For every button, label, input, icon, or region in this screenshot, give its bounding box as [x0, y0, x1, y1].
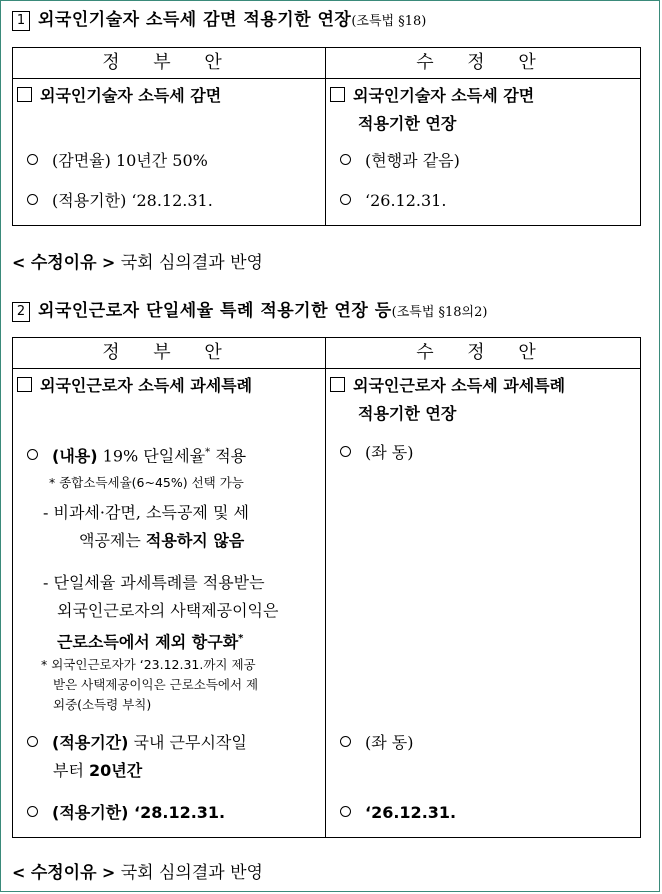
- section2-left-item-content: (내용) 19% 단일세율* 적용: [27, 441, 246, 468]
- section1-right-item-rate: (현행과 같음): [340, 149, 460, 173]
- circle-bullet-icon: [27, 194, 38, 205]
- circle-bullet-icon: [27, 154, 38, 165]
- circle-bullet-icon: [340, 446, 351, 457]
- section1-header-right: 수 정 안: [326, 48, 641, 79]
- checkbox-square-icon: [330, 377, 345, 392]
- angle-left-icon: <: [12, 253, 26, 272]
- section2-table: [12, 337, 641, 838]
- section1-left-heading: 외국인기술자 소득세 감면: [17, 82, 221, 110]
- section2-law-ref: (조특법 §18의2): [391, 305, 488, 320]
- section2-dash-item-exclusions: - 비과세·감면, 소득공제 및 세 액공제는 적용하지 않음: [43, 503, 249, 550]
- circle-bullet-icon: [340, 154, 351, 165]
- circle-bullet-icon: [27, 736, 38, 747]
- section2-dash-item-housing: - 단일세율 과세특례를 적용받는 외국인근로자의 사택제공이익은 근로소득에서 제외 항구화*: [43, 573, 279, 652]
- section2-reason-label: 수정이유: [30, 863, 97, 883]
- section1-table: [12, 47, 641, 226]
- checkbox-square-icon: [330, 87, 345, 102]
- section1-title: [12, 8, 426, 34]
- section2-number: 2: [12, 302, 30, 322]
- circle-bullet-icon: [27, 449, 38, 460]
- section2-right-heading: 외국인근로자 소득세 과세특례 적용기한 연장: [330, 372, 565, 428]
- angle-right-icon: >: [101, 863, 116, 882]
- checkbox-square-icon: [17, 377, 32, 392]
- section2-reason-text: 국회 심의결과 반영: [120, 863, 263, 883]
- section1-title-text: 외국인기술자 소득세 감면 적용기한 연장: [38, 10, 352, 30]
- section1-reason-label: 수정이유: [30, 253, 97, 273]
- section2-title: [12, 299, 487, 325]
- section2-right-item-deadline: ‘26.12.31.: [340, 801, 456, 825]
- section1-right-heading: 외국인기술자 소득세 감면 적용기한 연장: [330, 82, 534, 138]
- section2-header-right: 수 정 안: [326, 338, 641, 369]
- section1-left-item-deadline: (적용기한) ‘28.12.31.: [27, 189, 213, 213]
- section2-left-item-period: (적용기간) 국내 근무시작일 부터 20년간: [27, 729, 247, 785]
- section1-reason: [12, 248, 263, 273]
- circle-bullet-icon: [340, 194, 351, 205]
- section2-left-item-deadline: (적용기한) ‘28.12.31.: [27, 801, 225, 825]
- section2-right-item-content: (좌 동): [340, 441, 413, 465]
- section1-number: 1: [12, 11, 30, 31]
- checkbox-square-icon: [17, 87, 32, 102]
- section1-header-left: 정 부 안: [13, 48, 326, 79]
- section2-right-item-period: (좌 동): [340, 731, 413, 755]
- section1-reason-text: 국회 심의결과 반영: [120, 253, 263, 273]
- section2-note-housing-benefit: * 외국인근로자가 ‘23.12.31.까지 제공 받은 사택제공이익은 근로소득에서 제 외중(소득령 부칙): [41, 657, 259, 712]
- section2-left-heading: 외국인근로자 소득세 과세특례: [17, 372, 252, 400]
- section1-law-ref: (조특법 §18): [351, 14, 427, 29]
- section2-reason: [12, 858, 263, 883]
- section2-note-rate-option: * 종합소득세율(6~45%) 선택 가능: [49, 475, 244, 490]
- section2-header-left: 정 부 안: [13, 338, 326, 369]
- circle-bullet-icon: [340, 806, 351, 817]
- section2-title-text: 외국인근로자 단일세율 특례 적용기한 연장 등: [38, 301, 392, 321]
- angle-right-icon: >: [101, 253, 116, 272]
- circle-bullet-icon: [340, 736, 351, 747]
- section1-left-item-rate: (감면율) 10년간 50%: [27, 149, 208, 173]
- angle-left-icon: <: [12, 863, 26, 882]
- section1-right-item-deadline: ‘26.12.31.: [340, 189, 446, 213]
- circle-bullet-icon: [27, 806, 38, 817]
